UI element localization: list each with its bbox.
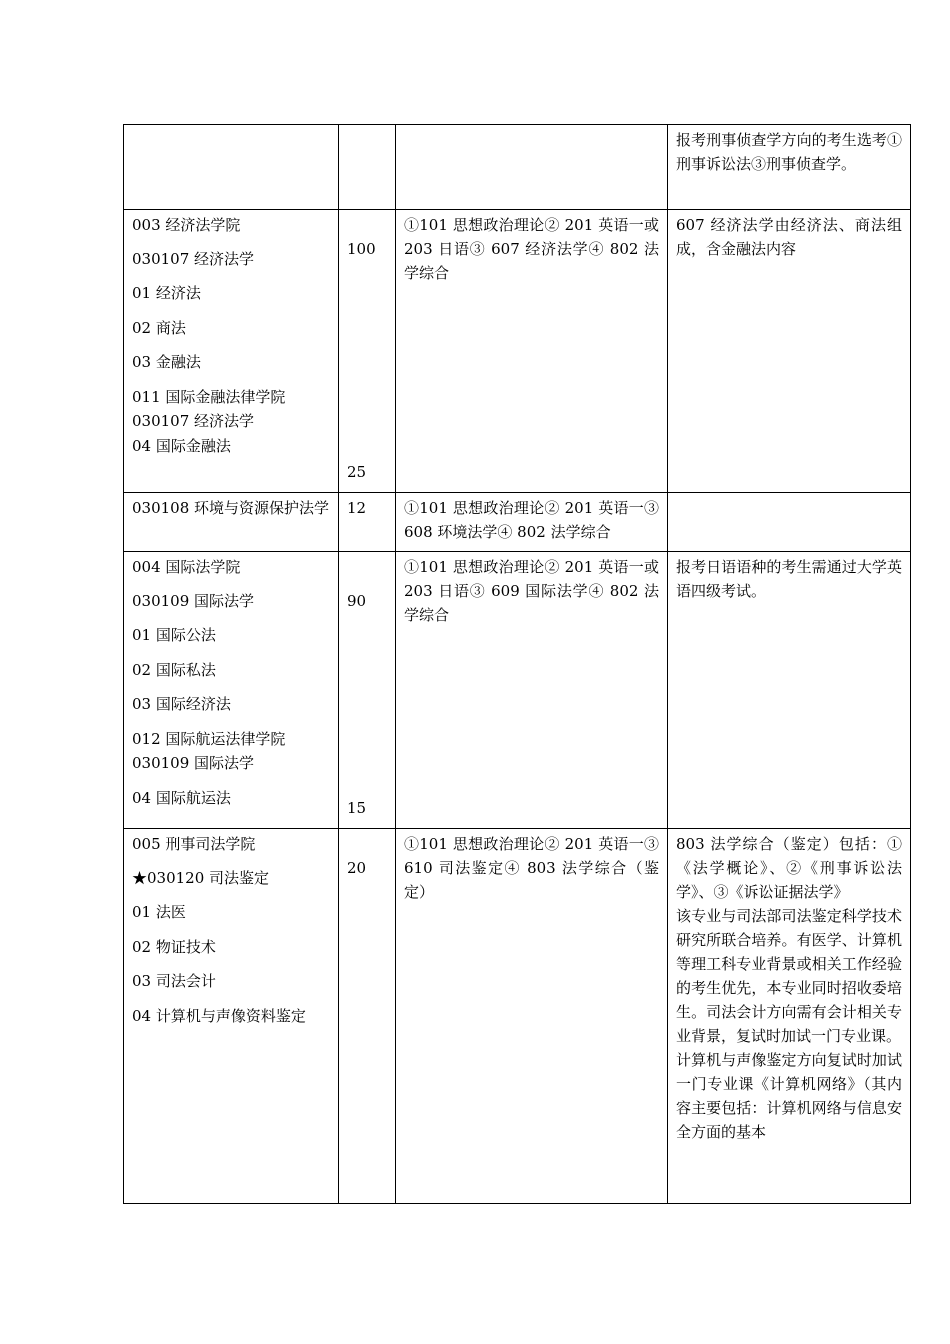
table-row (124, 552, 911, 829)
major-code: 030109 国际法学 (132, 592, 255, 610)
quota-cell (339, 493, 396, 552)
remarks-cell (668, 493, 911, 552)
exam-subjects-cell (396, 552, 668, 829)
direction-item: 01 国际公法 (132, 626, 216, 644)
direction-item: 01 法医 (132, 903, 186, 921)
direction-item: 01 经济法 (132, 284, 201, 302)
quota-value: 100 (347, 240, 376, 258)
exam-subjects-text: ①101 思想政治理论② 201 英语一或 203 日语③ 609 国际法学④ 802 法学综合 (404, 558, 659, 624)
quota-value: 25 (347, 463, 367, 481)
quota-value: 12 (347, 499, 367, 517)
dept-cell (124, 829, 339, 1204)
dept-cell (124, 125, 339, 210)
direction-item: 02 商法 (132, 319, 186, 337)
direction-item: 03 金融法 (132, 353, 201, 371)
table-row (124, 829, 911, 1204)
exam-subjects-cell (396, 210, 668, 493)
quota-cell (339, 210, 396, 493)
remarks-cell (668, 125, 911, 210)
school-name: 012 国际航运法律学院 (132, 730, 286, 748)
remark-text: 报考刑事侦查学方向的考生选考①刑事诉讼法③刑事侦查学。 (676, 131, 902, 173)
major-code: 030108 环境与资源保护法学 (132, 499, 330, 517)
remark-text: 计算机与声像鉴定方向复试时加试一门专业课《计算机网络》（其内容主要包括：计算机网络与信息安全方面的基本 (676, 1051, 902, 1141)
remarks-cell (668, 829, 911, 1204)
direction-item: 04 计算机与声像资料鉴定 (132, 1007, 306, 1025)
exam-subjects-text: ①101 思想政治理论② 201 英语一③ 610 司法鉴定④ 803 法学综合（鉴定） (404, 835, 659, 901)
quota-value: 90 (347, 592, 367, 610)
enrollment-table (123, 124, 911, 1204)
remark-text: 该专业与司法部司法鉴定科学技术研究所联合培养。有医学、计算机等理工科专业背景或相关工作经验的考生优先，本专业同时招收委培生。司法会计方向需有会计相关专业背景，复试时加试一门专业课。 (676, 907, 902, 1045)
direction-item: 04 国际航运法 (132, 789, 231, 807)
dept-cell (124, 493, 339, 552)
remarks-cell (668, 552, 911, 829)
quota-cell (339, 125, 396, 210)
quota-value: 15 (347, 799, 367, 817)
direction-item: 02 国际私法 (132, 661, 216, 679)
direction-item: 04 国际金融法 (132, 437, 231, 455)
dept-cell (124, 552, 339, 829)
remark-text: 报考日语语种的考生需通过大学英语四级考试。 (676, 558, 902, 600)
exam-subjects-cell (396, 125, 668, 210)
exam-subjects-cell (396, 829, 668, 1204)
direction-item: 03 司法会计 (132, 972, 216, 990)
school-name: 005 刑事司法学院 (132, 835, 256, 853)
quota-cell (339, 829, 396, 1204)
table-row (124, 125, 911, 210)
school-name: 011 国际金融法律学院 (132, 388, 286, 406)
quota-cell (339, 552, 396, 829)
table-row (124, 493, 911, 552)
table-row (124, 210, 911, 493)
direction-item: 02 物证技术 (132, 938, 216, 956)
major-code: 030107 经济法学 (132, 412, 255, 430)
major-code: 030107 经济法学 (132, 250, 255, 268)
remark-text: 607 经济法学由经济法、商法组成，含金融法内容 (676, 216, 902, 258)
remark-text: 803 法学综合（鉴定）包括：①《法学概论》、②《刑事诉讼法学》、③《诉讼证据法学》 (676, 835, 902, 901)
dept-cell (124, 210, 339, 493)
major-code: ★030120 司法鉴定 (132, 869, 270, 887)
exam-subjects-text: ①101 思想政治理论② 201 英语一③ 608 环境法学④ 802 法学综合 (404, 499, 659, 541)
exam-subjects-cell (396, 493, 668, 552)
direction-item: 03 国际经济法 (132, 695, 231, 713)
major-code: 030109 国际法学 (132, 754, 255, 772)
quota-value: 20 (347, 859, 367, 877)
remarks-cell (668, 210, 911, 493)
school-name: 003 经济法学院 (132, 216, 241, 234)
school-name: 004 国际法学院 (132, 558, 241, 576)
exam-subjects-text: ①101 思想政治理论② 201 英语一或 203 日语③ 607 经济法学④ 802 法学综合 (404, 216, 659, 282)
